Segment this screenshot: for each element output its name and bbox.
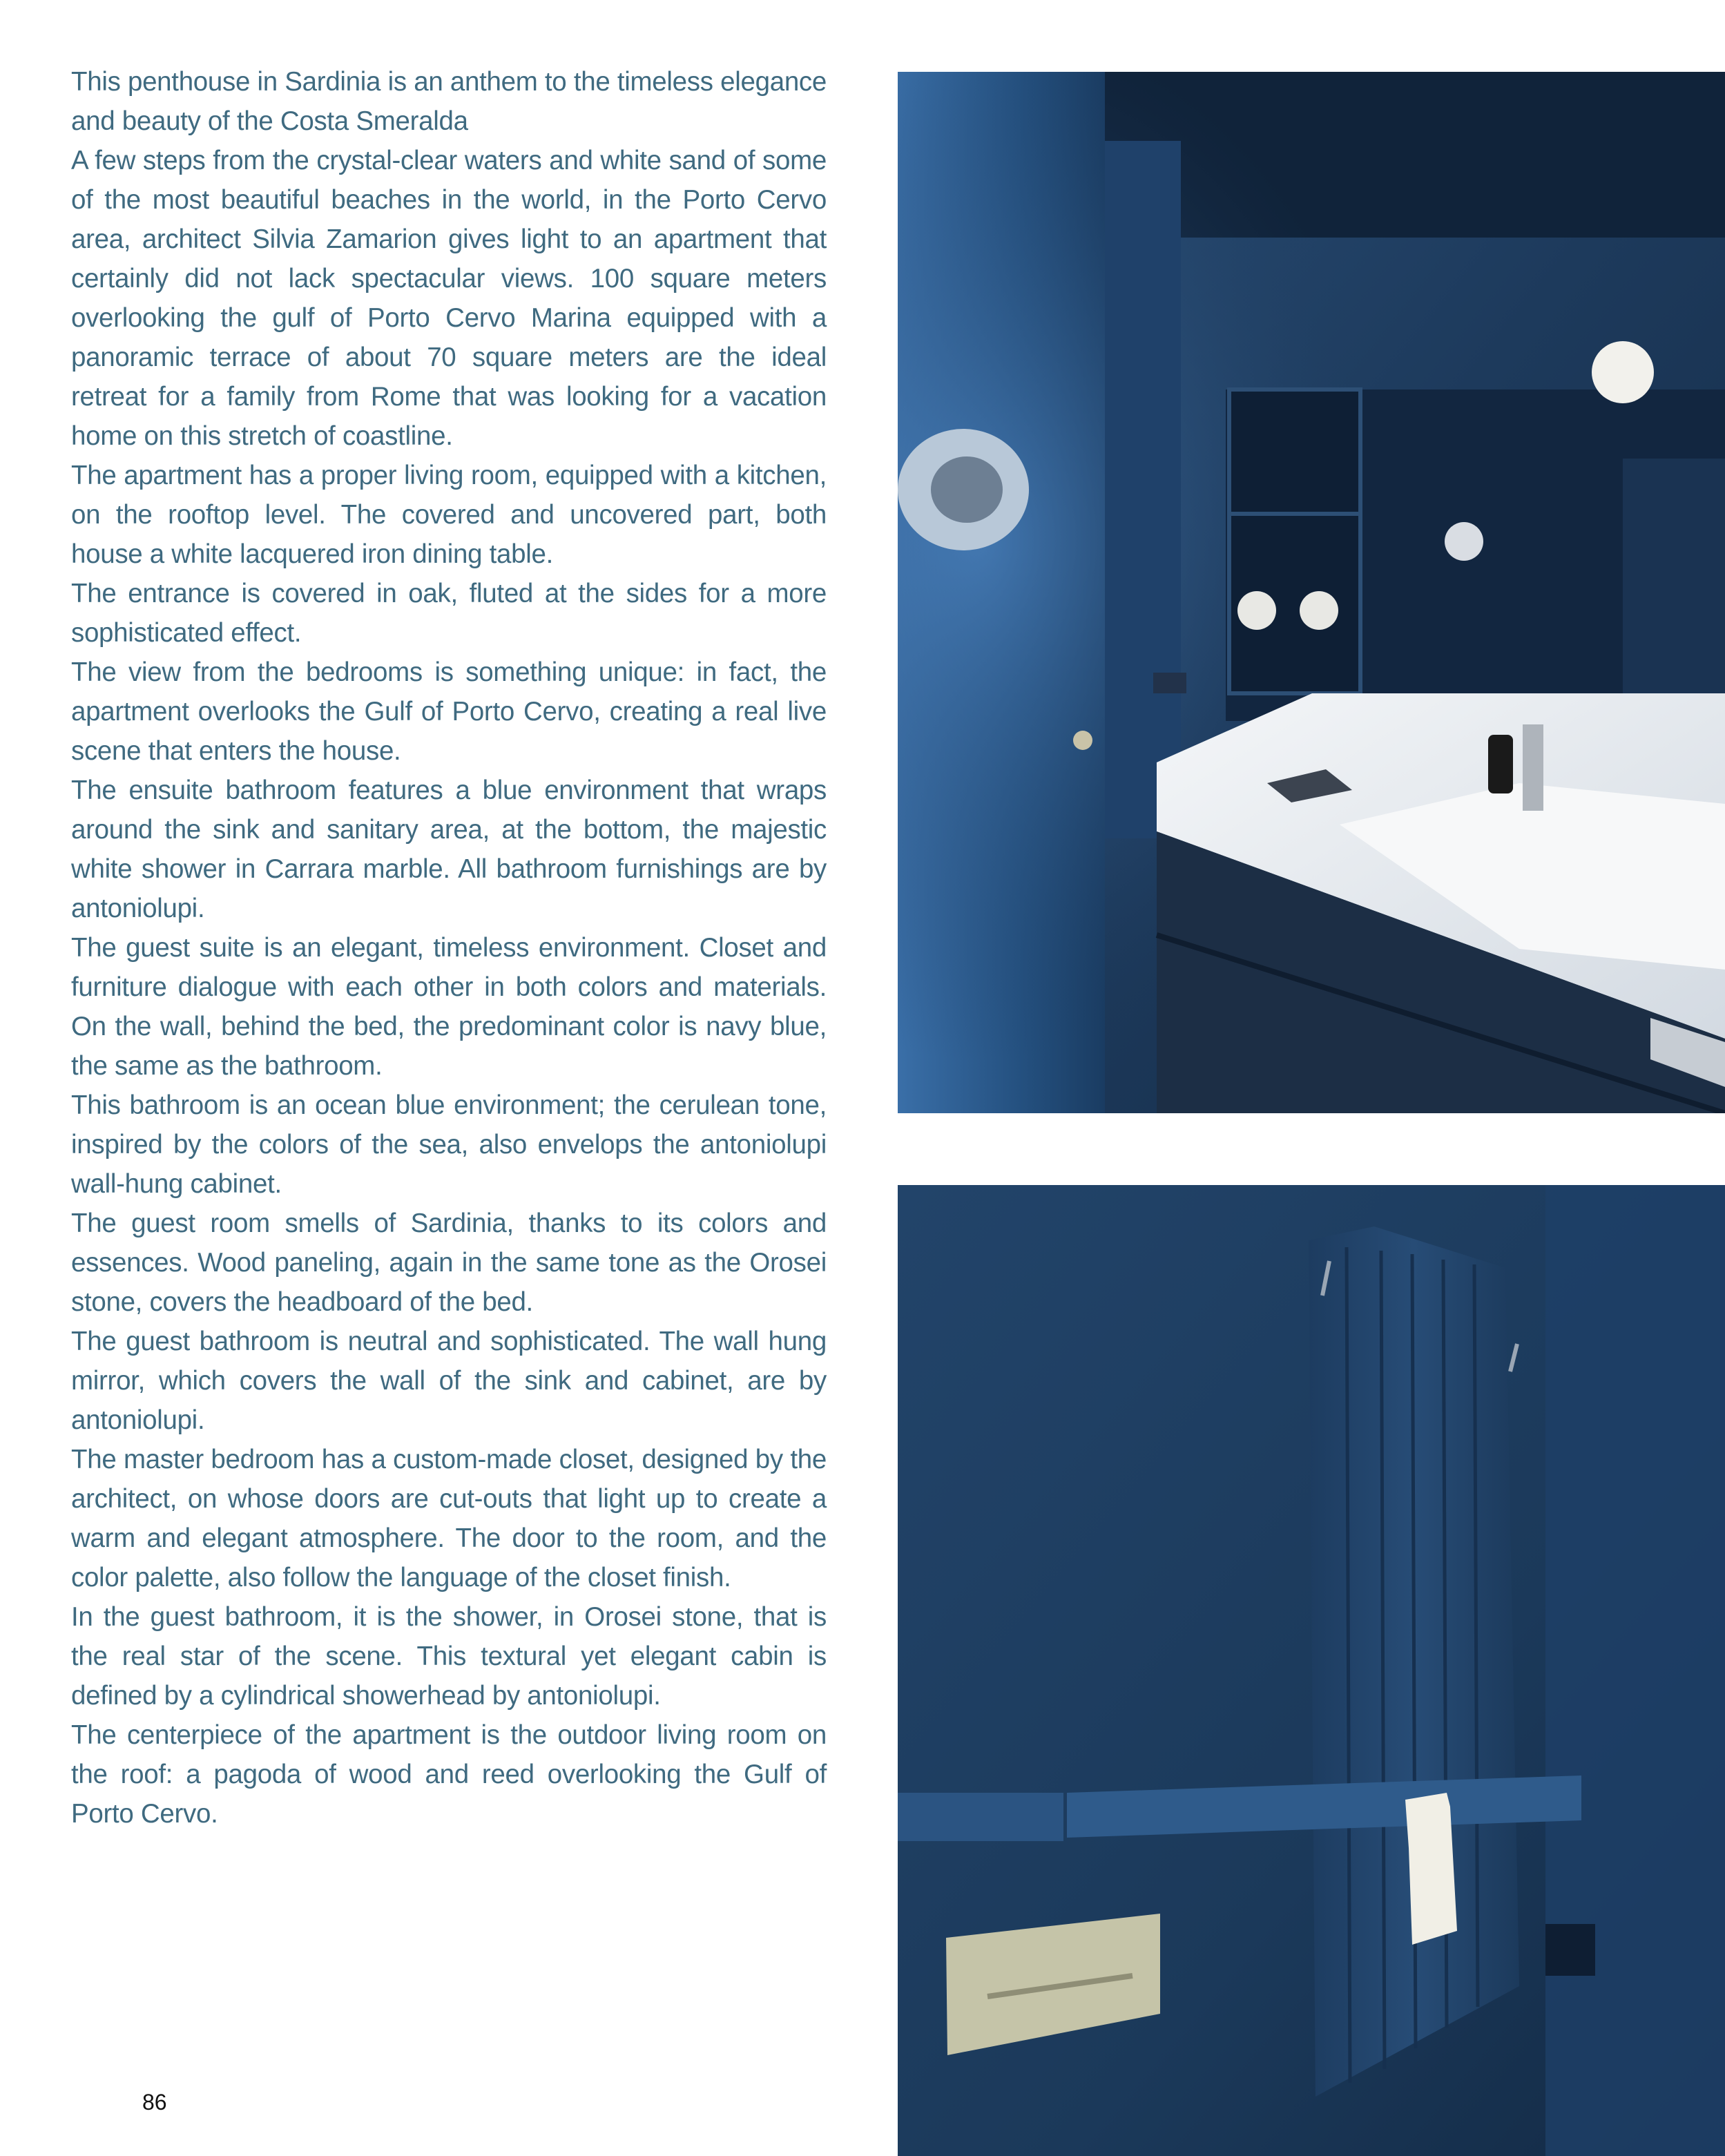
faucet-icon xyxy=(1523,724,1543,811)
article-paragraph: The ensuite bathroom features a blue environment that wraps around the sink and sanitary area, at the bottom, the majestic white shower in Carrara marble. All bathroom furnishings are by antoniolupi. xyxy=(71,776,827,923)
article-paragraph: The guest suite is an elegant, timeless environment. Closet and furniture dialogue with each other in both colors and materials. On the wall, behind the bed, the predominant color is navy blue, the same as the bathroom. xyxy=(71,933,827,1081)
side-wall xyxy=(1545,1185,1725,2156)
article-paragraph: This bathroom is an ocean blue environment; the cerulean tone, inspired by the colors of the sea, also envelops the antoniolupi wall-hung cabinet. xyxy=(71,1090,827,1199)
door-knob-icon xyxy=(1073,731,1092,750)
article-paragraph: The apartment has a proper living room, equipped with a kitchen, on the rooftop level. The covered and uncovered part, both house a white lacquered iron dining table. xyxy=(71,461,827,569)
article-paragraph: The entrance is covered in oak, fluted at the sides for a more sophisticated effect. xyxy=(71,579,827,648)
article-body xyxy=(71,62,827,1833)
towel-radiator-illustration xyxy=(898,1185,1725,2156)
article-paragraph: The centerpiece of the apartment is the outdoor living room on the roof: a pagoda of wood and reed overlooking the Gulf of Porto Cervo. xyxy=(71,1720,827,1829)
towel-radiator-photo xyxy=(898,1185,1725,2156)
article-paragraph: A few steps from the crystal-clear waters and white sand of some of the most beautiful beaches in the world, in the Porto Cervo area, architect Silvia Zamarion gives light to an apartment that certainly did not lack spectacular views. 100 square meters overlooking the gulf of Porto Cervo Marina equipped with a panoramic terrace of about 70 square meters are the ideal retreat for a family from Rome that was looking for a vacation home on this stretch of coastline. xyxy=(71,146,827,451)
ceramic-vase-icon xyxy=(1237,591,1276,630)
article-paragraph: In the guest bathroom, it is the shower, in Orosei stone, that is the real star of the scene. This textural yet elegant cabin is defined by a cylindrical showerhead by antoniolupi. xyxy=(71,1602,827,1711)
wall-shelf xyxy=(898,1793,1063,1841)
wall-outlet-icon xyxy=(1545,1924,1595,1976)
bathroom-vanity-illustration xyxy=(898,72,1725,1113)
ceramic-vase-icon xyxy=(1300,591,1338,630)
article-paragraph: The view from the bedrooms is something unique: in fact, the apartment overlooks the Gulf of Porto Cervo, creating a real live scene that enters the house. xyxy=(71,657,827,766)
open-shelf xyxy=(1229,389,1360,693)
article-paragraph: This penthouse in Sardinia is an anthem to the timeless elegance and beauty of the Costa Smeralda xyxy=(71,67,827,136)
wall-pillar xyxy=(1105,141,1181,838)
mirror-reflection xyxy=(1623,459,1725,721)
light-switch-icon xyxy=(1153,673,1186,693)
page-number: 86 xyxy=(142,2090,167,2115)
wall-lamp-icon xyxy=(1592,341,1654,403)
decorative-plate-icon xyxy=(1445,522,1483,561)
article-paragraph: The guest bathroom is neutral and sophisticated. The wall hung mirror, which covers the wall of the sink and cabinet, are by antoniolupi. xyxy=(71,1327,827,1435)
plate-motif-icon xyxy=(931,456,1003,523)
article-paragraph: The master bedroom has a custom-made closet, designed by the architect, on whose doors are cut-outs that light up to create a warm and elegant atmosphere. The door to the room, and the color palette, also follow the language of the closet finish. xyxy=(71,1445,827,1592)
soap-dispenser-icon xyxy=(1488,735,1513,793)
bathroom-vanity-photo xyxy=(898,72,1725,1113)
article-paragraph: The guest room smells of Sardinia, thanks to its colors and essences. Wood paneling, again in the same tone as the Orosei stone, covers the headboard of the bed. xyxy=(71,1209,827,1317)
towel-icon xyxy=(1405,1793,1457,1945)
